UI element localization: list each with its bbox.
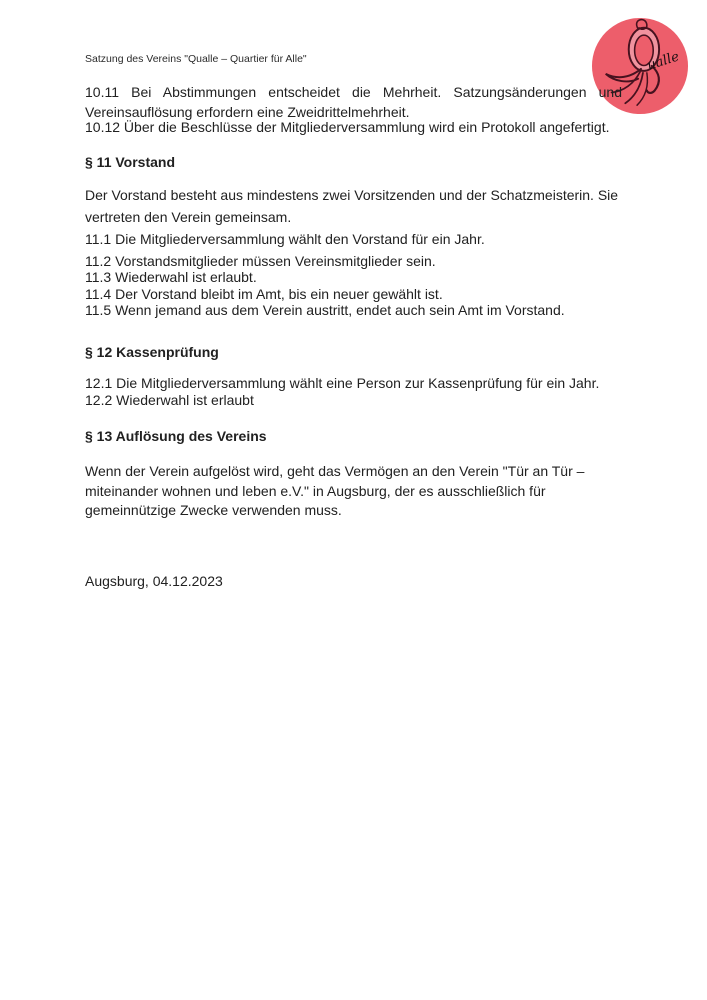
paragraph-11-4: 11.4 Der Vorstand bleibt im Amt, bis ein neuer gewählt ist. [85,285,443,302]
section-heading-11: § 11 Vorstand [85,154,176,170]
place-date-line: Augsburg, 04.12.2023 [85,573,223,589]
paragraph-12-2: 12.2 Wiederwahl ist erlaubt [85,392,254,408]
logo-text: ualle [645,49,682,74]
paragraph-12-1: 12.1 Die Mitgliederversammlung wählt eine Person zur Kassenprüfung für ein Jahr. [85,375,600,391]
paragraph-11-1: 11.1 Die Mitgliederversammlung wählt den Vorstand für ein Jahr. [85,231,485,247]
section-heading-13: § 13 Auflösung des Vereins [85,428,267,444]
paragraph-11-intro: Der Vorstand besteht aus mindestens zwei Vorsitzenden und der Schatzmeisterin. Sie vertreten den Verein gemeinsam. [85,187,619,225]
paragraph-11-2: 11.2 Vorstandsmitglieder müssen Vereinsmitglieder sein. [85,253,436,269]
running-header: Satzung des Vereins "Qualle – Quartier für Alle" [85,53,307,65]
section-heading-12: § 12 Kassenprüfung [85,344,219,360]
paragraph-10-11: 10.11 Bei Abstimmungen entscheidet die Mehrheit. Satzungsänderungen und Vereinsauflösung erfordern eine Zweidrittelmehrheit. [85,84,622,120]
paragraph-11-5: 11.5 Wenn jemand aus dem Verein austritt, endet auch sein Amt im Vorstand. [85,301,565,318]
paragraph-13: Wenn der Verein aufgelöst wird, geht das Vermögen an den Verein "Tür an Tür – miteinander wohnen und leben e.V." in Augsburg, der es ausschließlich für gemeinnützige Zwecke verwenden muss. [85,463,585,518]
paragraph-group-12 [85,375,622,409]
paragraph-10-12: 10.12 Über die Beschlüsse der Mitgliederversammlung wird ein Protokoll angefertigt. [85,119,610,135]
paragraph-group-11-2-to-11-5 [85,253,622,318]
paragraph-11-3: 11.3 Wiederwahl ist erlaubt. [85,269,257,286]
